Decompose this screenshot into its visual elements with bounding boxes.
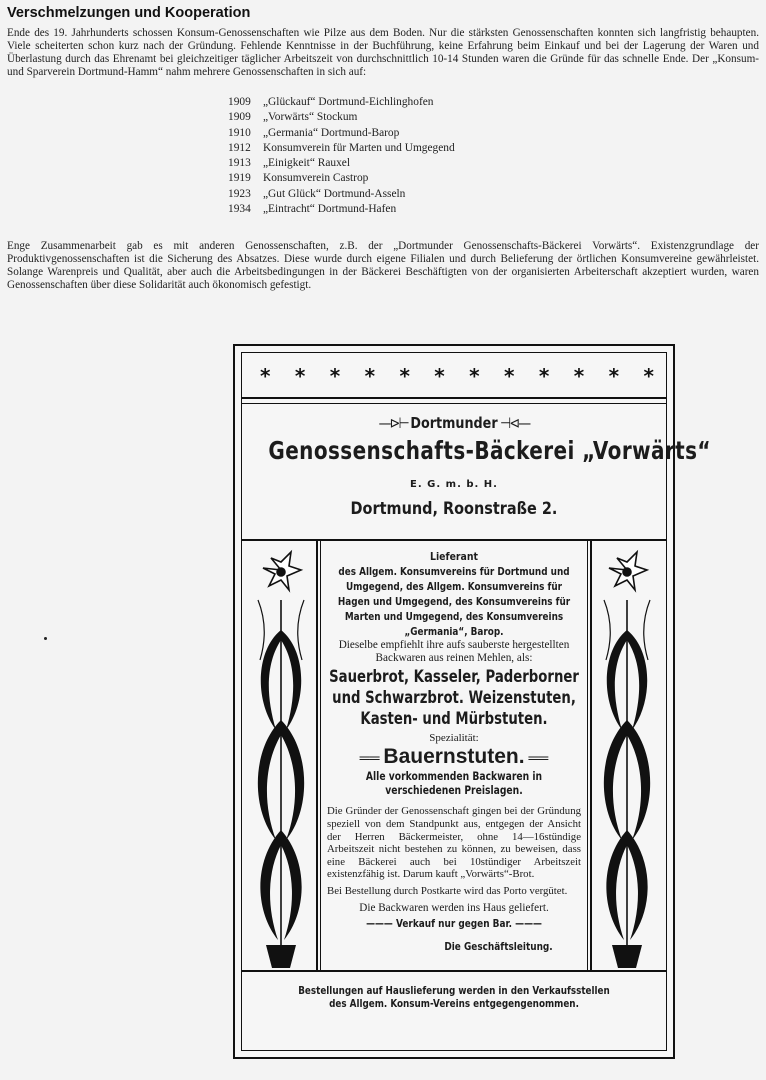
cooperative-name: „Eintracht“ Dortmund-Hafen bbox=[263, 203, 397, 216]
ad-footer bbox=[242, 970, 666, 1050]
cooperative-item bbox=[228, 141, 455, 156]
ad-company-name: Genossenschafts-Bäckerei „Vorwärts“ bbox=[268, 436, 711, 465]
ad-management: Die Geschäftsleitung. bbox=[444, 940, 553, 953]
star-ornament-icon: * bbox=[504, 364, 515, 388]
cooperation-paragraph: Enge Zusammenarbeit gab es mit anderen Genossenschaften, z.B. der „Dortmunder Genossenschafts-Bäckerei Vorwärts“. Existenzgrundlage der Produktivgenossenschaften ist die Sicherung des Absatzes. Diese wurde durch eigene Filialen und durch Belieferung der örtlichen Konsumvereine gewährleistet. Solange Warenpreis und Qualität, aber auch die Arbeitsbedingungen in der Bäckerei Beschäftigten von der organisierten Arbeiterschaft akzeptiert wurden, waren Genossenschaften über diese Solidarität auch ökonomisch gefestigt. bbox=[7, 240, 759, 291]
cooperative-item bbox=[228, 202, 455, 217]
ad-specialty-name: Bauernstuten. bbox=[383, 745, 525, 768]
ad-city-line bbox=[274, 414, 634, 432]
section-heading: Verschmelzungen und Kooperation bbox=[7, 5, 251, 21]
cooperative-item bbox=[228, 95, 455, 110]
flower-border-left bbox=[246, 540, 318, 972]
cooperative-item bbox=[228, 187, 455, 202]
star-ornament-icon: * bbox=[260, 364, 271, 388]
page-speck bbox=[44, 637, 47, 640]
ad-rule bbox=[242, 397, 666, 399]
ad-legal-form: E. G. m. b. H. bbox=[410, 479, 498, 490]
star-ornament-icon: * bbox=[469, 364, 480, 388]
star-ornament-icon: * bbox=[643, 364, 654, 388]
rule-ornament-icon: ——— bbox=[366, 917, 396, 930]
arrow-ornament-icon: —⊳⊢ bbox=[378, 414, 411, 432]
ad-bread-list: Sauerbrot, Kasseler, Paderborner und Schwarzbrot. Weizenstuten, Kasten- und Mürbstuten. bbox=[329, 667, 579, 729]
ad-address: Dortmund, Roonstraße 2. bbox=[350, 499, 558, 519]
cooperative-year: 1912 bbox=[228, 141, 251, 154]
star-ornament-icon: * bbox=[573, 364, 585, 388]
cooperative-name: „Gut Glück“ Dortmund-Asseln bbox=[263, 187, 406, 200]
cooperative-name: „Glückauf“ Dortmund-Eichlinghofen bbox=[263, 96, 434, 108]
cooperative-item bbox=[228, 126, 455, 141]
cooperatives-list bbox=[228, 95, 455, 217]
ad-delivery-text: Die Backwaren werden ins Haus geliefert. bbox=[359, 901, 549, 914]
intro-paragraph: Ende des 19. Jahrhunderts schossen Konsum-Genossenschaften wie Pilze aus dem Boden. Nur die stärksten Genossenschaften konnten sich langfristig behaupten. Viele scheiterten schon kurz nach der Gründung. Fehlende Kenntnisse in der Buchführung, keine Erfahrung beim Einkauf und bei der Lagerung der Waren und Überlastung durch das Ehrenamt bei gleichzeitiger täglicher Arbeitszeit von durchschnittlich 10-14 Stunden waren die Gründe für das schnelle Ende. Der „Konsum- und Sparverein Dortmund-Hamm“ nahm mehrere Genossenschaften in sich auf: bbox=[7, 27, 759, 78]
ad-specialty bbox=[327, 745, 581, 769]
bakery-advertisement bbox=[233, 344, 711, 1059]
ad-city: Dortmunder bbox=[410, 414, 498, 432]
cooperative-year: 1934 bbox=[228, 203, 251, 216]
flower-border-right bbox=[590, 540, 662, 972]
ad-body bbox=[320, 540, 588, 972]
star-ornament-icon: * bbox=[434, 364, 445, 388]
star-ornament-icon: * bbox=[294, 364, 306, 388]
cooperative-year: 1909 bbox=[228, 111, 251, 124]
double-rule-ornament-icon: ══ bbox=[524, 749, 549, 766]
cooperative-year: 1909 bbox=[228, 96, 251, 108]
star-ornament-icon: * bbox=[538, 364, 550, 388]
star-ornament-icon: * bbox=[364, 364, 376, 388]
ad-lieferant-text: des Allgem. Konsumvereins für Dortmund und Umgegend, des Allgem. Konsumvereins für Hagen und Umgegend, des Konsumvereins für Marten und Umgegend, des Konsumvereins „Germania“, Barop. bbox=[337, 565, 571, 638]
cooperative-item bbox=[228, 110, 455, 125]
ad-header bbox=[242, 404, 711, 539]
cooperative-name: Konsumverein Castrop bbox=[263, 172, 369, 185]
cooperative-year: 1913 bbox=[228, 157, 251, 170]
double-rule-ornament-icon: ══ bbox=[359, 749, 384, 766]
ad-footer-line: des Allgem. Konsum-Vereins entgegengenommen. bbox=[329, 997, 579, 1010]
cooperative-name: „Einigkeit“ Rauxel bbox=[263, 157, 350, 170]
cooperative-item bbox=[228, 156, 455, 171]
narcissus-ornament-icon bbox=[246, 540, 316, 972]
ad-cash-only-text: Verkauf nur gegen Bar. bbox=[395, 917, 513, 930]
star-ornament-row bbox=[260, 364, 654, 388]
rule-ornament-icon: ——— bbox=[512, 917, 542, 930]
ad-lieferant-title: Lieferant bbox=[430, 550, 478, 563]
star-ornament-icon: * bbox=[608, 364, 620, 388]
ad-cash-only bbox=[346, 918, 562, 931]
ad-inner-frame bbox=[241, 352, 711, 1051]
star-ornament-icon: * bbox=[399, 364, 410, 388]
cooperative-year: 1923 bbox=[228, 187, 251, 200]
cooperative-year: 1919 bbox=[228, 172, 251, 185]
ad-specialty-label: Spezialität: bbox=[429, 732, 479, 744]
star-ornament-icon: * bbox=[329, 364, 341, 388]
narcissus-ornament-icon bbox=[592, 540, 662, 972]
ad-founders-text: Die Gründer der Genossenschaft gingen bei der Gründung speziell von dem Standpunkt aus, entgegen der Ansicht der Herren Bäckermeister, ohne 14—16stündige Arbeitszeit nicht bestehen zu können, zu beweisen, dass eine Bäckerei auch bei 10stündiger Arbeitszeit existenzfähig ist. Darum kauft „Vorwärts“-Brot. bbox=[327, 805, 581, 881]
ad-footer-line: Bestellungen auf Hauslieferung werden in den Verkaufsstellen bbox=[298, 984, 610, 997]
cooperative-year: 1910 bbox=[228, 126, 251, 139]
cooperative-name: „Germania“ Dortmund-Barop bbox=[263, 126, 400, 139]
ad-recommendation: Dieselbe empfiehlt ihre aufs sauberste hergestellten Backwaren aus reinen Mehlen, als: bbox=[338, 639, 570, 664]
cooperative-name: Konsumverein für Marten und Umgegend bbox=[263, 141, 455, 154]
ad-all-goods: Alle vorkommenden Backwaren in verschiedenen Preislagen. bbox=[365, 769, 543, 798]
cooperative-item bbox=[228, 171, 455, 186]
cooperative-name: „Vorwärts“ Stockum bbox=[263, 111, 358, 124]
ad-postage-text: Bei Bestellung durch Postkarte wird das Porto vergütet. bbox=[327, 885, 568, 898]
arrow-ornament-icon: ⊣⊲— bbox=[497, 414, 530, 432]
